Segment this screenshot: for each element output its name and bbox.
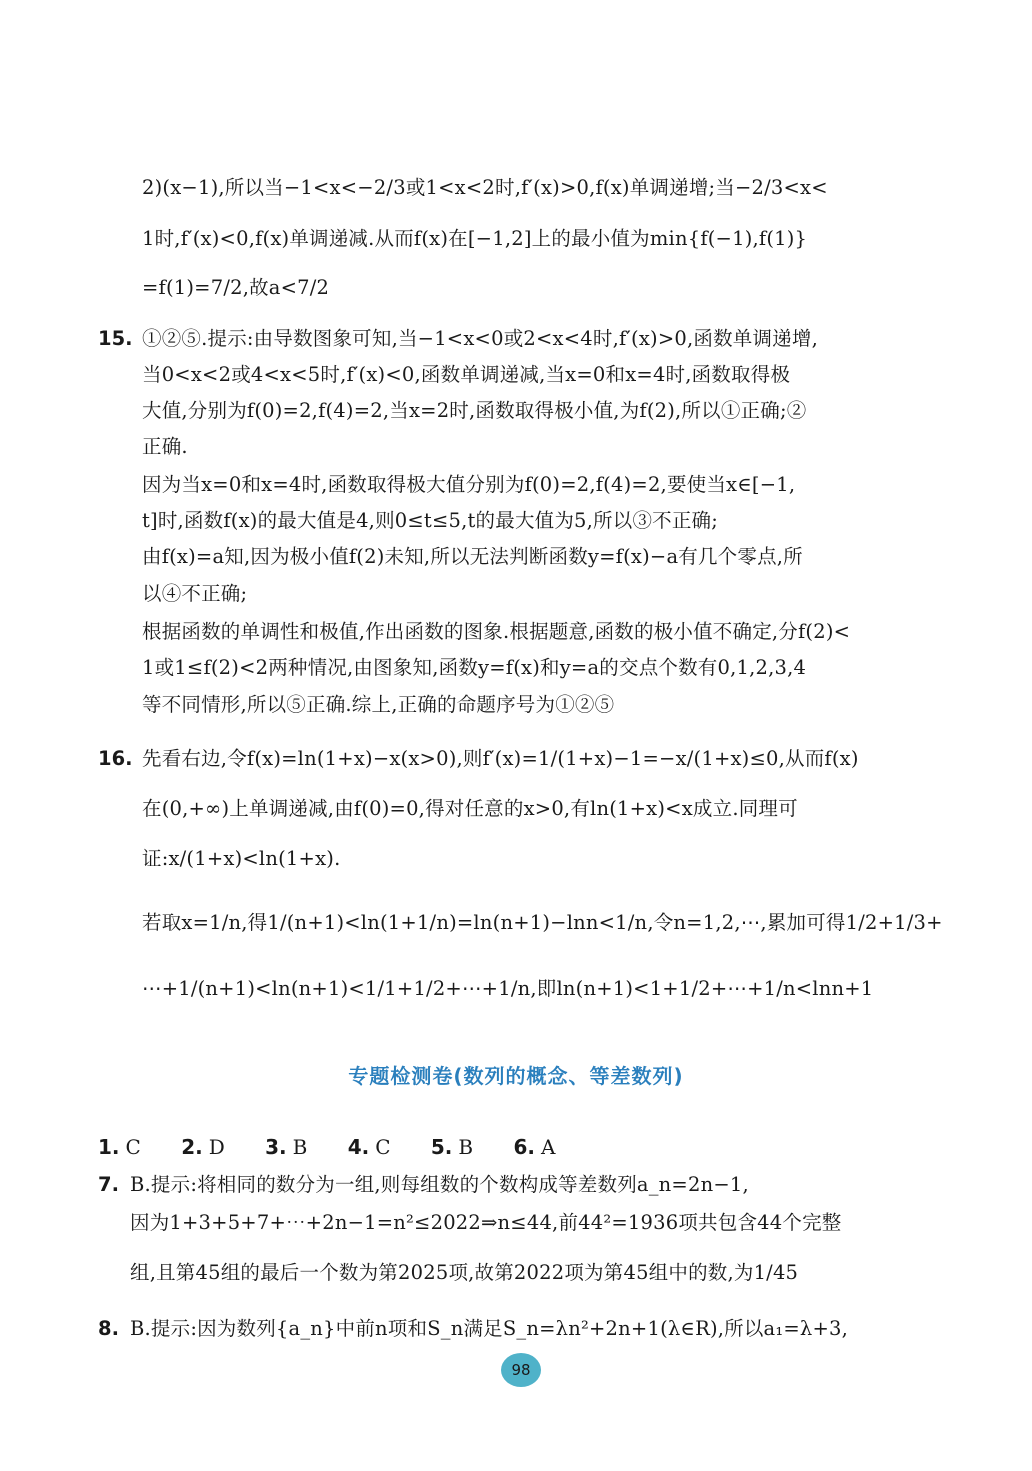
answer-number: 1. xyxy=(98,1135,120,1159)
text-line: 先看右边,令f(x)=ln(1+x)−x(x>0),则f′(x)=1/(1+x)−1=−x/(1+x)≤0,从而f(x) xyxy=(142,747,859,770)
text-line: 组,且第45组的最后一个数为第2025项,故第2022项为第45组中的数,为1/45 xyxy=(130,1261,799,1284)
problem-number-16: 16. xyxy=(98,747,133,770)
answer-choice: C xyxy=(125,1135,141,1159)
text-line: 证:x/(1+x)<ln(1+x). xyxy=(142,847,341,870)
text-line: 根据函数的单调性和极值,作出函数的图象.根据题意,函数的极小值不确定,分f(2)< xyxy=(142,620,851,643)
answer-number: 4. xyxy=(347,1135,370,1159)
text-line: B.提示:因为数列{a_n}中前n项和S_n满足S_n=λn²+2n+1(λ∈R),所以a₁=λ+3, xyxy=(130,1317,849,1340)
text-line: 在(0,+∞)上单调递减,由f(0)=0,得对任意的x>0,有ln(1+x)<x成立.同理可 xyxy=(142,797,798,820)
text-line: 1或1≤f(2)<2两种情况,由图象知,函数y=f(x)和y=a的交点个数有0,1,2,3,4 xyxy=(142,656,807,679)
text-line: t]时,函数f(x)的最大值是4,则0≤t≤5,t的最大值为5,所以③不正确; xyxy=(142,509,719,532)
answer-choice: B xyxy=(458,1135,474,1159)
text-line: =f(1)=7/2,故a<7/2 xyxy=(142,276,330,299)
answer-choice: D xyxy=(208,1135,225,1159)
answer-row xyxy=(98,1134,589,1160)
problem-number-15: 15. xyxy=(98,327,133,350)
text-line: 以④不正确; xyxy=(142,582,248,605)
text-line: 因为1+3+5+7+⋯+2n−1=n²≤2022⇒n≤44,前44²=1936项共包含44个完整 xyxy=(130,1211,842,1234)
text-line: ①②⑤.提示:由导数图象可知,当−1<x<0或2<x<4时,f′(x)>0,函数单调递增, xyxy=(142,327,818,350)
section-title: 专题检测卷(数列的概念、等差数列) xyxy=(348,1064,684,1088)
text-line: 大值,分别为f(0)=2,f(4)=2,当x=2时,函数取得极小值,为f(2),所以①正确;② xyxy=(142,399,807,422)
text-line: 因为当x=0和x=4时,函数取得极大值分别为f(0)=2,f(4)=2,要使当x∈[−1, xyxy=(142,473,796,496)
text-line: 正确. xyxy=(142,435,188,458)
text-line: 2)(x−1),所以当−1<x<−2/3或1<x<2时,f′(x)>0,f(x)单调递增;当−2/3<x< xyxy=(142,176,828,199)
text-line: 1时,f′(x)<0,f(x)单调递减.从而f(x)在[−1,2]上的最小值为min{f(−1),f(1)} xyxy=(142,227,808,250)
text-line: 当0<x<2或4<x<5时,f′(x)<0,函数单调递减,当x=0和x=4时,函数取得极 xyxy=(142,363,791,386)
problem-number-8: 8. xyxy=(98,1317,119,1340)
text-line: 若取x=1/n,得1/(n+1)<ln(1+1/n)=ln(n+1)−lnn<1/n,令n=1,2,⋯,累加可得1/2+1/3+ xyxy=(142,911,943,934)
answer-number: 6. xyxy=(513,1135,535,1159)
text-line: B.提示:将相同的数分为一组,则每组数的个数构成等差数列a_n=2n−1, xyxy=(130,1173,749,1196)
answer-choice: B xyxy=(292,1135,308,1159)
page-number-badge: 98 xyxy=(501,1353,541,1387)
answer-number: 3. xyxy=(265,1135,287,1159)
answer-number: 5. xyxy=(430,1135,453,1159)
answer-choice: C xyxy=(375,1135,391,1159)
text-line: 由f(x)=a知,因为极小值f(2)未知,所以无法判断函数y=f(x)−a有几个零点,所 xyxy=(142,545,803,568)
problem-number-7: 7. xyxy=(98,1173,119,1196)
answer-choice: A xyxy=(540,1135,556,1159)
text-line: 等不同情形,所以⑤正确.综上,正确的命题序号为①②⑤ xyxy=(142,693,615,716)
text-line: ⋯+1/(n+1)<ln(n+1)<1/1+1/2+⋯+1/n,即ln(n+1)<1+1/2+⋯+1/n<lnn+1 xyxy=(142,977,874,1000)
answer-number: 2. xyxy=(181,1135,203,1159)
